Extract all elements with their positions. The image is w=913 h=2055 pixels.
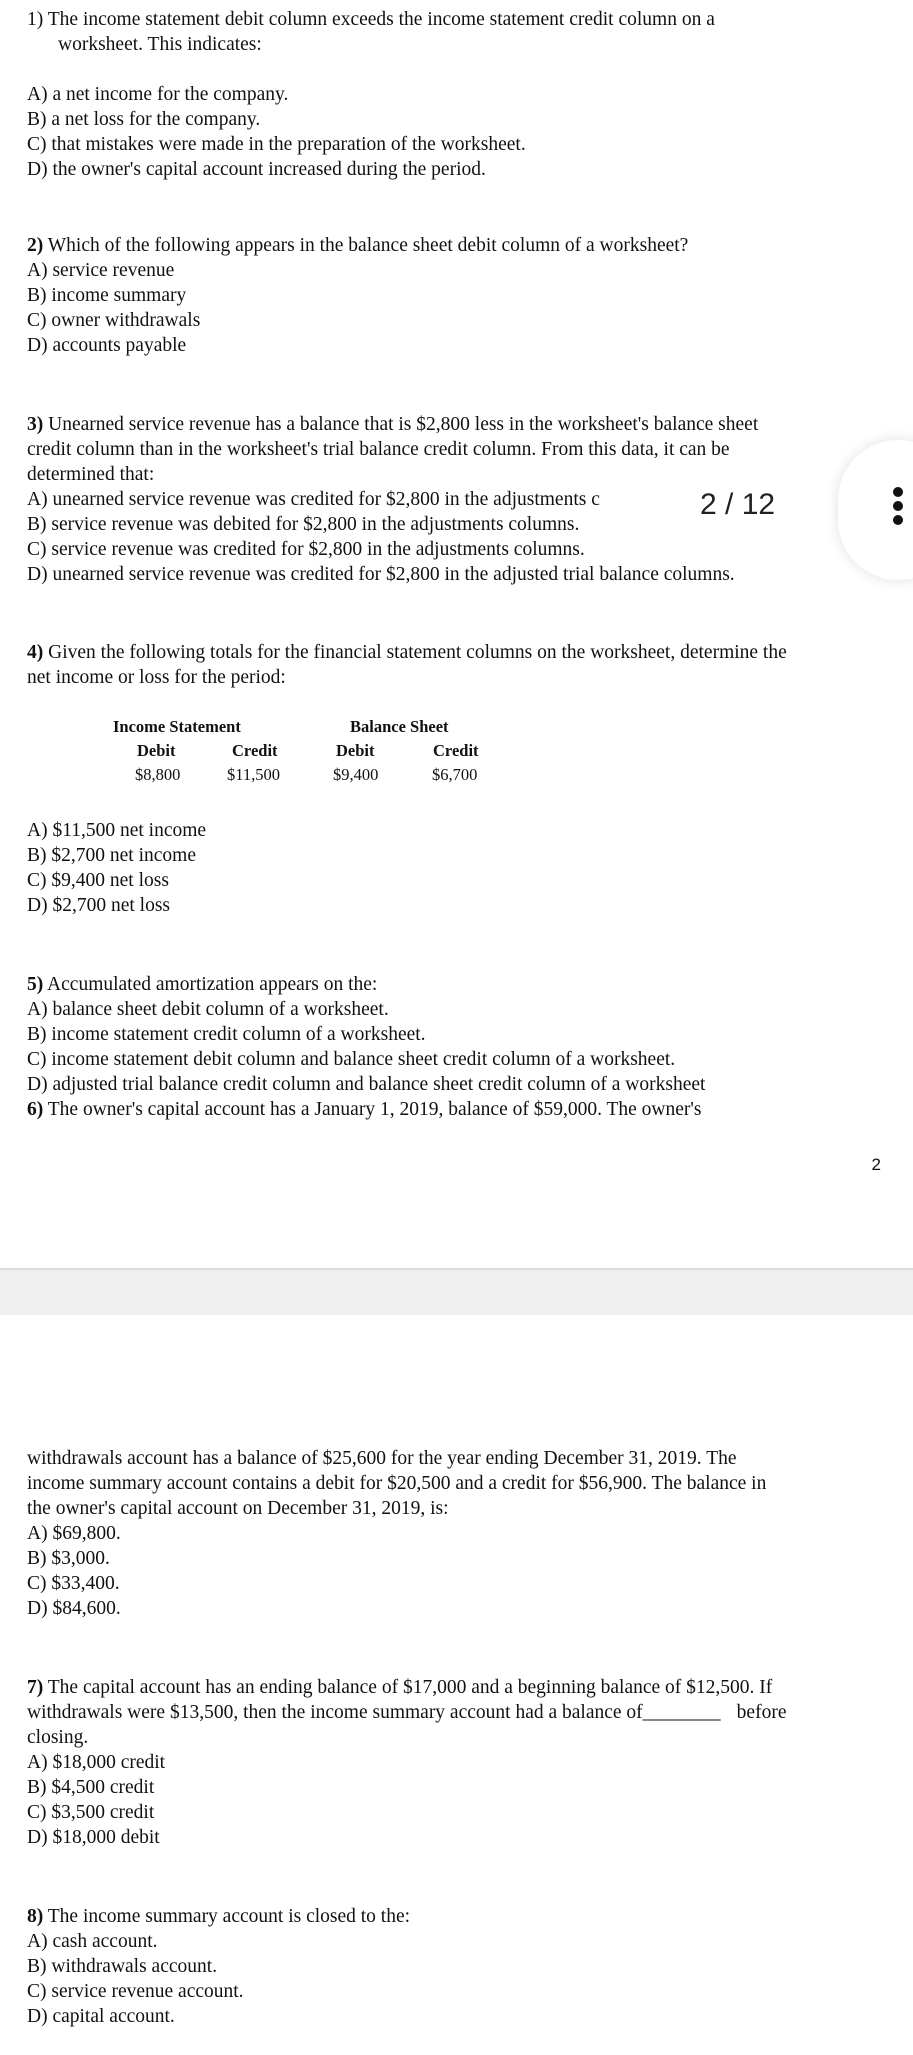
q5-stem — [27, 972, 377, 998]
bs-debit-header: Debit — [336, 741, 375, 760]
q1-option-d: D) the owner's capital account increased during the period. — [27, 159, 486, 180]
q4-option-b: B) $2,700 net income — [27, 845, 196, 866]
q7-stem-line1 — [27, 1675, 772, 1701]
q1-option-a: A) a net income for the company. — [27, 84, 289, 105]
q7-stem-line2-text: withdrawals were $13,500, then the income summary account had a balance of — [27, 1702, 643, 1723]
q6-number: 6) — [27, 1099, 44, 1120]
q8-stem — [27, 1904, 410, 1930]
q7-option-b: B) $4,500 credit — [27, 1777, 155, 1798]
q7-stem-line3: closing. — [27, 1727, 89, 1748]
q4-stem-line1 — [27, 640, 787, 666]
balance-sheet-header: Balance Sheet — [350, 717, 449, 736]
q4-option-c: C) $9,400 net loss — [27, 870, 169, 891]
q2-option-c: C) owner withdrawals — [27, 310, 201, 331]
q6-option-a: A) $69,800. — [27, 1523, 121, 1544]
q8-option-a: A) cash account. — [27, 1931, 158, 1952]
income-statement-header: Income Statement — [113, 717, 241, 736]
q6-option-d: D) $84,600. — [27, 1598, 121, 1619]
q5-option-a: A) balance sheet debit column of a worksheet. — [27, 999, 389, 1020]
q6-stem-line1 — [27, 1097, 702, 1123]
q3-stem-line2: credit column than in the worksheet's trial balance credit column. From this data, it can be — [27, 439, 730, 460]
q5-option-d: D) adjusted trial balance credit column and balance sheet credit column of a worksheet — [27, 1074, 706, 1095]
q5-option-c: C) income statement debit column and balance sheet credit column of a worksheet. — [27, 1049, 676, 1070]
is-credit-header: Credit — [232, 741, 278, 760]
q2-option-a: A) service revenue — [27, 260, 175, 281]
q7-option-a: A) $18,000 credit — [27, 1752, 166, 1773]
q6-stem-line4: the owner's capital account on December 31, 2019, is: — [27, 1498, 449, 1519]
q5-number: 5) — [27, 974, 44, 995]
bs-credit-header: Credit — [433, 741, 479, 760]
bs-debit-value: $9,400 — [333, 765, 379, 784]
page-break — [0, 1268, 913, 1315]
page-number: 2 — [871, 1155, 881, 1174]
q3-stem-line3: determined that: — [27, 464, 155, 485]
q1-option-b: B) a net loss for the company. — [27, 109, 261, 130]
q3-option-a: A) unearned service revenue was credited for $2,800 in the adjustments c — [27, 489, 600, 510]
is-credit-value: $11,500 — [227, 765, 281, 784]
is-debit-header: Debit — [137, 741, 176, 760]
bs-credit-value: $6,700 — [432, 765, 478, 784]
q7-answer-blank: ________ — [642, 1702, 721, 1723]
q7-option-c: C) $3,500 credit — [27, 1802, 155, 1823]
q8-option-c: C) service revenue account. — [27, 1981, 244, 2002]
q3-stem-line1 — [27, 412, 758, 438]
q4-stem-line2: net income or loss for the period: — [27, 667, 286, 688]
q1-stem-line2: worksheet. This indicates: — [58, 34, 262, 55]
q7-number: 7) — [27, 1677, 44, 1698]
q4-number: 4) — [27, 642, 44, 663]
q1-stem-line1: 1) The income statement debit column exceeds the income statement credit column on a — [27, 9, 715, 30]
q8-number: 8) — [27, 1906, 44, 1927]
q7-option-d: D) $18,000 debit — [27, 1827, 160, 1848]
q2-number: 2) — [27, 235, 44, 256]
page-indicator: 2 / 12 — [690, 488, 785, 522]
q2-stem-text: Which of the following appears in the balance sheet debit column of a worksheet? — [43, 235, 689, 256]
q3-option-d: D) unearned service revenue was credited for $2,800 in the adjusted trial balance columns. — [27, 564, 735, 585]
q4-stem-text: Given the following totals for the financial statement columns on the worksheet, determine the — [43, 642, 787, 663]
q3-number: 3) — [27, 414, 44, 435]
q5-stem-text: Accumulated amortization appears on the: — [43, 974, 378, 995]
more-options-icon[interactable] — [893, 487, 913, 531]
q6-option-b: B) $3,000. — [27, 1548, 110, 1569]
q3-option-b: B) service revenue was debited for $2,800 in the adjustments columns. — [27, 514, 580, 535]
q6-stem-line2: withdrawals account has a balance of $25,600 for the year ending December 31, 2019. The — [27, 1448, 737, 1469]
q3-stem-text: Unearned service revenue has a balance that is $2,800 less in the worksheet's balance sheet — [43, 414, 759, 435]
q2-option-d: D) accounts payable — [27, 335, 187, 356]
q1-option-c: C) that mistakes were made in the preparation of the worksheet. — [27, 134, 526, 155]
is-debit-value: $8,800 — [135, 765, 181, 784]
q6-stem-line3: income summary account contains a debit for $20,500 and a credit for $56,900. The balance in — [27, 1473, 767, 1494]
q7-stem-line2-end: before — [736, 1702, 787, 1723]
q5-option-b: B) income statement credit column of a worksheet. — [27, 1024, 426, 1045]
q7-stem-line2 — [27, 1700, 786, 1726]
q8-option-d: D) capital account. — [27, 2006, 175, 2027]
q8-option-b: B) withdrawals account. — [27, 1956, 218, 1977]
q7-stem-text: The capital account has an ending balance of $17,000 and a beginning balance of $12,500. If — [43, 1677, 773, 1698]
q2-option-b: B) income summary — [27, 285, 187, 306]
q8-stem-text: The income summary account is closed to the: — [43, 1906, 411, 1927]
q4-option-a: A) $11,500 net income — [27, 820, 207, 841]
q3-option-c: C) service revenue was credited for $2,800 in the adjustments columns. — [27, 539, 585, 560]
q6-option-c: C) $33,400. — [27, 1573, 120, 1594]
q6-stem-text: The owner's capital account has a January 1, 2019, balance of $59,000. The owner's — [43, 1099, 702, 1120]
q4-option-d: D) $2,700 net loss — [27, 895, 170, 916]
q2-stem — [27, 233, 688, 259]
